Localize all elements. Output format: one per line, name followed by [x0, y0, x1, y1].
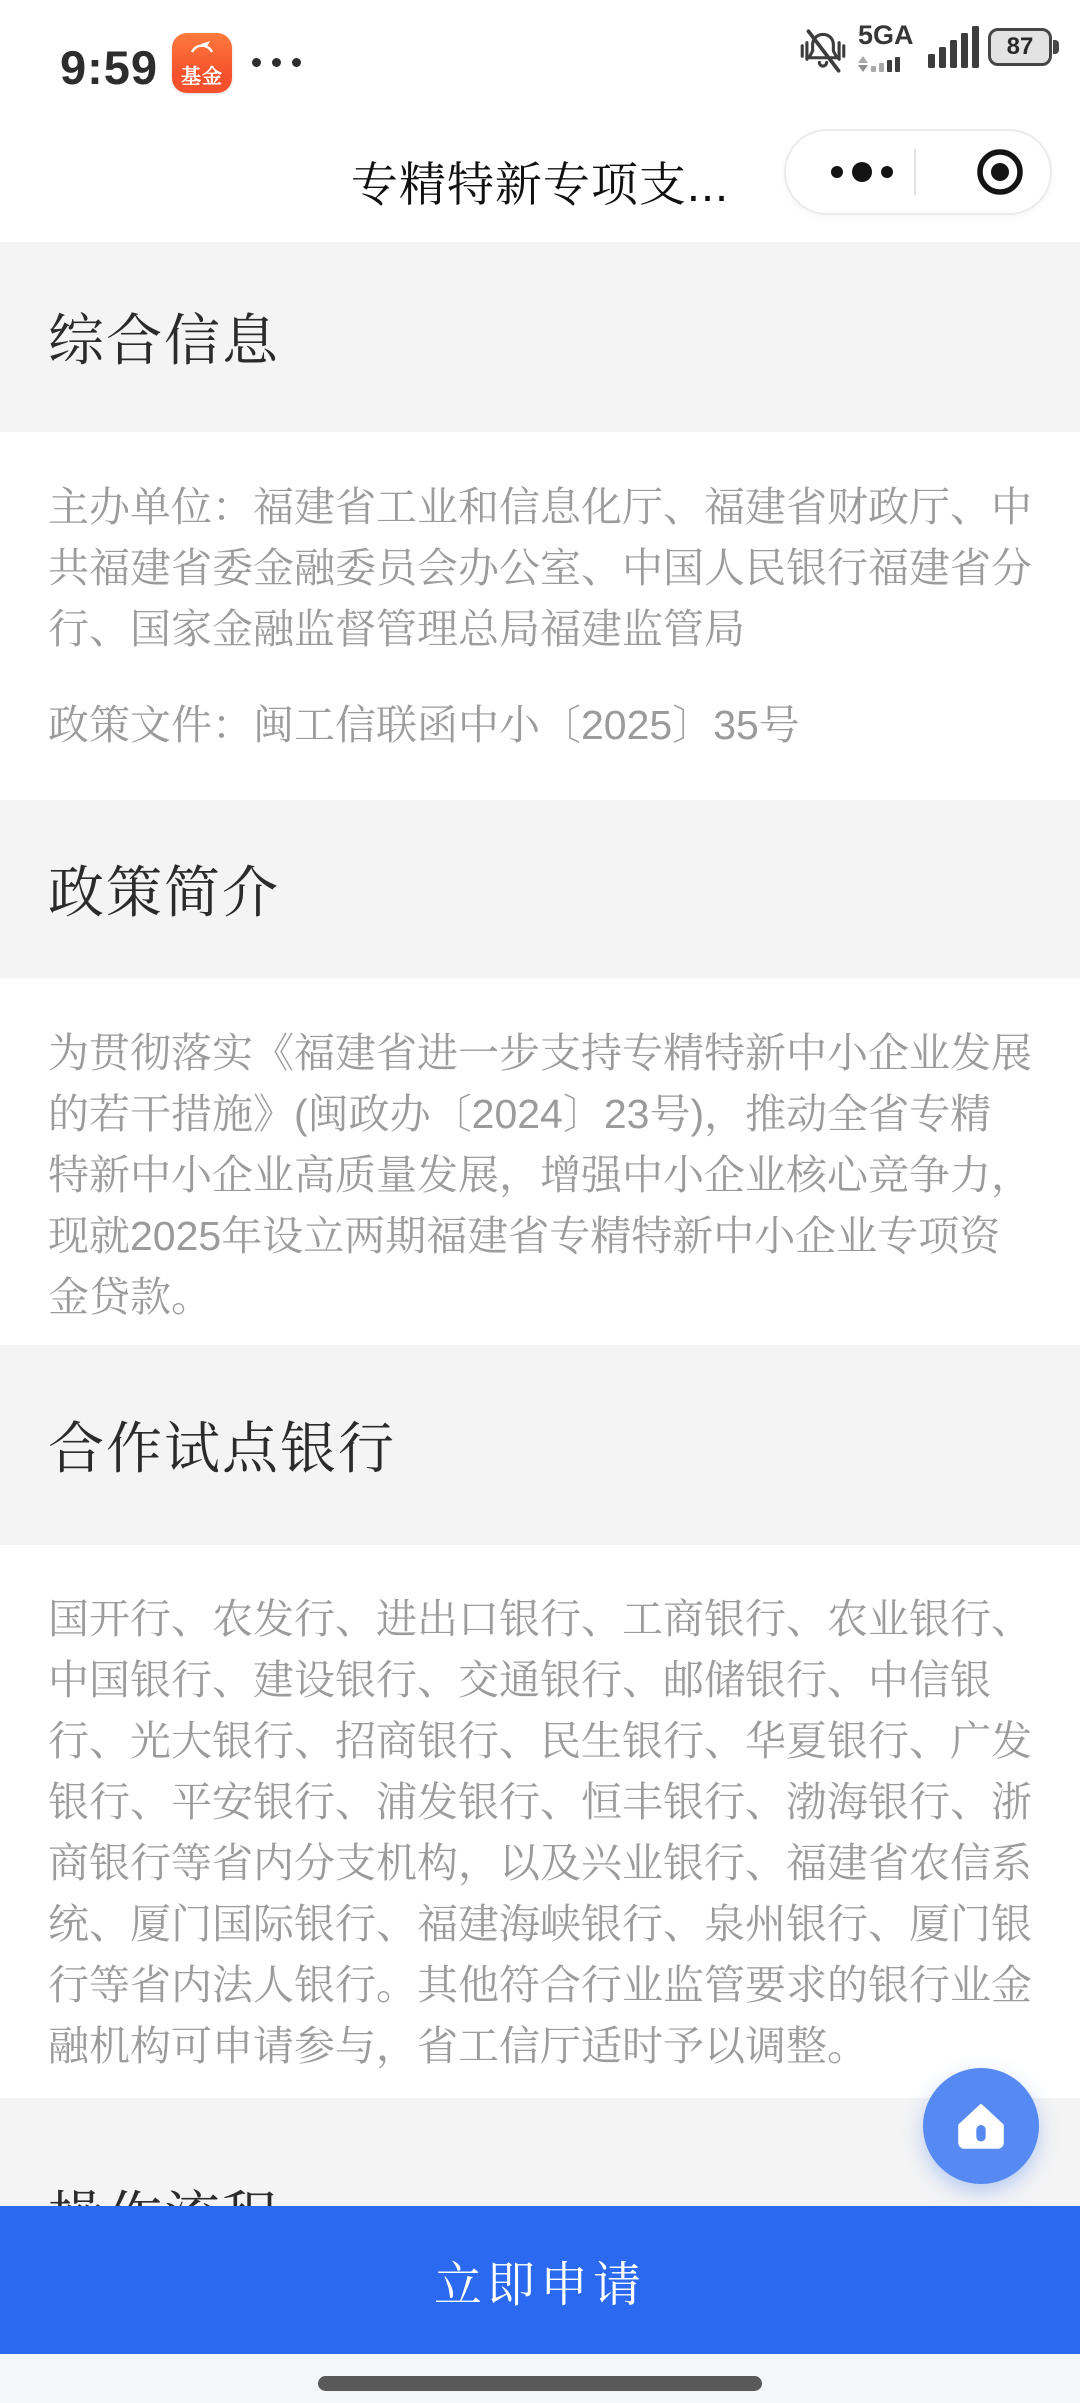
- more-dots-icon[interactable]: [812, 131, 912, 213]
- nav-bar: [0, 118, 1080, 238]
- bell-muted-vibrate-icon: [796, 22, 850, 80]
- capsule-divider: [914, 149, 916, 195]
- fund-badge-label: 基金: [181, 66, 223, 88]
- fund-app-badge[interactable]: [172, 33, 232, 93]
- home-icon: [952, 2097, 1010, 2155]
- apply-now-label: 立即申请: [433, 2258, 646, 2312]
- fund-logo-icon: [189, 38, 215, 56]
- battery-percent: 87: [1006, 33, 1034, 60]
- section-body-general-info: [48, 477, 1032, 756]
- target-circle-icon[interactable]: [974, 146, 1026, 198]
- bottom-safe-area: [0, 2354, 1080, 2403]
- section-title: 综合信息: [48, 309, 280, 372]
- network-type-label: 5GA: [858, 20, 914, 50]
- paragraph-policy-document: 政策文件：闽工信联函中小〔2025〕35号: [48, 702, 800, 748]
- section-body-policy-intro: [48, 1023, 1032, 1328]
- apply-now-button[interactable]: [0, 2206, 1080, 2354]
- section-title: 合作试点银行: [48, 1417, 396, 1480]
- battery-icon: [988, 28, 1052, 66]
- status-more-dots-icon: [252, 58, 301, 67]
- sim2-signal-icon: [858, 56, 920, 72]
- section-header-general-info: [0, 242, 1080, 432]
- miniprogram-capsule: [784, 129, 1052, 215]
- home-indicator-bar[interactable]: [318, 2376, 762, 2391]
- section-title: 政策简介: [48, 861, 280, 924]
- page-title: 专精特新专项支...: [350, 158, 730, 211]
- paragraph-organizers: 主办单位：福建省工业和信息化厅、福建省财政厅、中共福建省委金融委员会办公室、中国人民银行福建省分行、国家金融监督管理总局福建监管局: [48, 484, 1032, 652]
- cell-signal-bars-icon: [928, 24, 979, 68]
- status-bar: [0, 0, 1080, 118]
- network-indicator: [858, 22, 920, 72]
- home-fab-button[interactable]: [923, 2068, 1039, 2184]
- paragraph-policy-intro: 为贯彻落实《福建省进一步支持专精特新中小企业发展的若干措施》(闽政办〔2024〕23号)，推动全省专精特新中小企业高质量发展，增强中小企业核心竞争力，现就2025年设立两期福建省专精特新中小企业专项资金贷款。: [48, 1030, 1032, 1320]
- section-header-policy-intro: [0, 800, 1080, 978]
- paragraph-bank-list: 国开行、农发行、进出口银行、工商银行、农业银行、中国银行、建设银行、交通银行、邮储银行、中信银行、光大银行、招商银行、民生银行、华夏银行、广发银行、平安银行、浦发银行、恒丰银行、渤海银行、浙商银行等省内分支机构，以及兴业银行、福建省农信系统、厦门国际银行、福建海峡银行、泉州银行、厦门银行等省内法人银行。其他符合行业监管要求的银行业金融机构可申请参与，省工信厅适时予以调整。: [48, 1596, 1032, 2069]
- status-time: 9:59: [60, 41, 159, 94]
- section-body-partner-banks: [48, 1589, 1032, 2077]
- section-header-partner-banks: [0, 1345, 1080, 1545]
